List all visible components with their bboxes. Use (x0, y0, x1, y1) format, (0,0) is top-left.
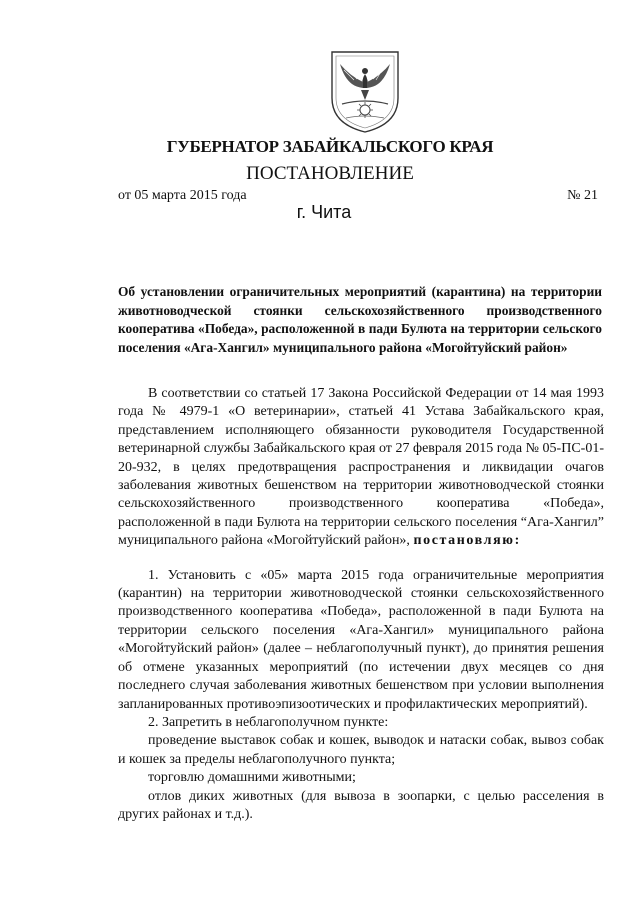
coat-of-arms-icon (326, 48, 404, 134)
document-subject: Об установлении ограничительных мероприятий (карантина) на территории животноводческой стоянки сельскохозяйственного производственного кооператива «Победа», расположенной в пади Булюта на территории сельского поселения «Ага-Хангил» муниципального района «Могойтуйский район» (118, 284, 602, 355)
document-city: г. Чита (296, 202, 352, 222)
document-date: от 05 марта 2015 года (118, 188, 247, 203)
issuer-title: ГУБЕРНАТОР ЗАБАЙКАЛЬСКОГО КРАЯ (166, 137, 494, 156)
item-paragraph: торговлю домашними животными; (148, 770, 356, 786)
preamble-text: В соответствии со статьей 17 Закона Российской Федерации от 14 мая 1993 года № 4979-1 «О ветеринарии», статьей 41 Устава Забайкальского края, представлением исполняющего обязанности руководителя Государственной ветеринарной службы Забайкальского края от 27 февраля 2015 года № 05-ПС-01-20-932, в целях предотвращения распространения и ликвидации очагов заболевания животных бешенством на территории животноводческой стоянки сельскохозяйственного производственного кооператива «Победа», расположенной в пади Булюта на территории сельского поселения “Ага-Хангил” муниципального района «Могойтуйский район», (118, 386, 604, 549)
document-type: ПОСТАНОВЛЕНИЕ (246, 163, 414, 184)
item-paragraph: 1. Установить с «05» марта 2015 года ограничительные мероприятия (карантин) на территории животноводческой стоянки сельскохозяйственного производственного кооператива «Победа», расположенной в пади Булюта на территории сельского поселения «Ага-Хангил» муниципального района «Могойтуйский район» (далее – неблагополучный пункт), до принятия решения об отмене указанных мероприятий (по истечении двух месяцев со дня последнего случая заболевания животных бешенством при условии выполнения запланированных противоэпизоотических и профилактических мероприятий). (118, 567, 604, 712)
item-paragraph: отлов диких животных (для вывоза в зоопарки, с целью расселения в других районах и т.д.). (118, 788, 604, 822)
item-paragraph: 2. Запретить в неблагополучном пункте: (148, 714, 389, 730)
decree-word: постановляю: (413, 533, 521, 549)
item-paragraph: проведение выставок собак и кошек, выводок и натаски собак, вывоз собак и кошек за пределы неблагополучного пункта; (118, 733, 604, 767)
preamble-paragraph (118, 385, 604, 551)
document-number: № 21 (567, 188, 598, 203)
document-body (118, 385, 604, 824)
